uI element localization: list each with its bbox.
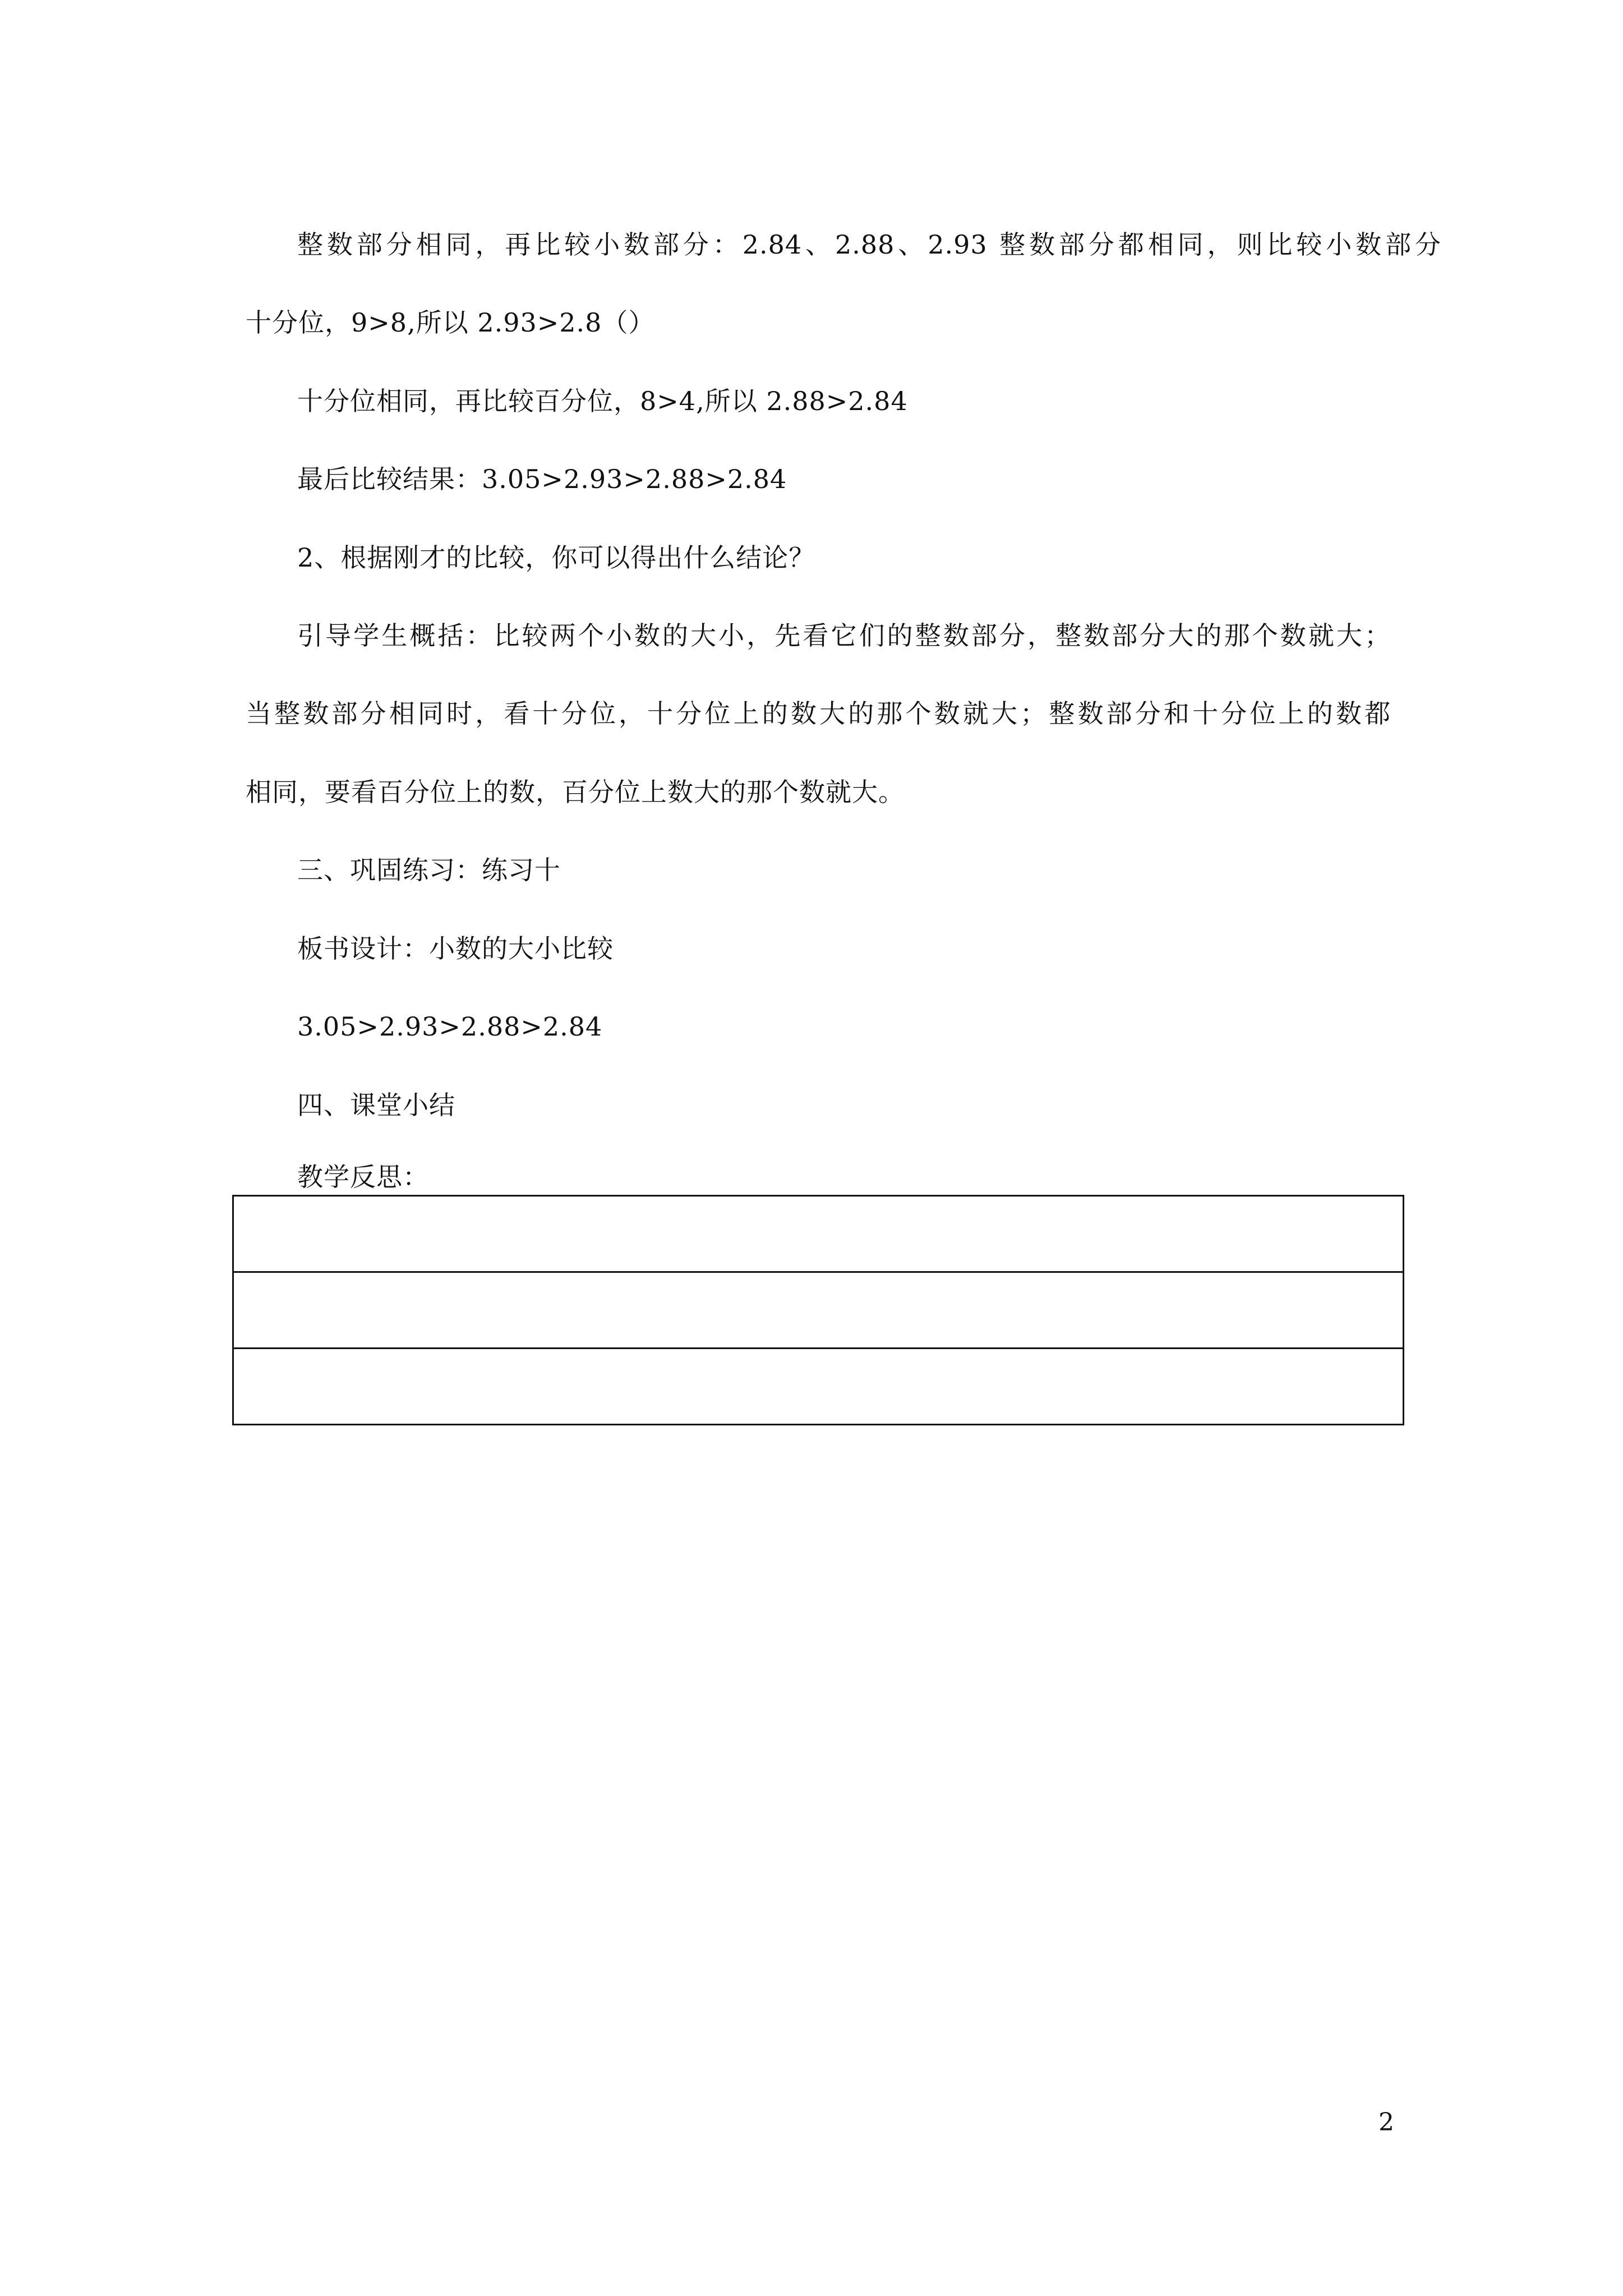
paragraph-line: 最后比较结果：3.05>2.93>2.88>2.84 [297,464,787,494]
paragraph-line: 引导学生概括：比较两个小数的大小，先看它们的整数部分，整数部分大的那个数就大； [297,620,1391,651]
table-row [233,1349,1404,1425]
reflection-table [232,1195,1404,1425]
paragraph-line: 3.05>2.93>2.88>2.84 [297,1011,603,1042]
table-cell [233,1349,1404,1425]
paragraph-line: 当整数部分相同时，看十分位，十分位上的数大的那个数就大；整数部分和十分位上的数都 [246,698,1391,729]
paragraph-line: 十分位，9>8,所以 2.93>2.8（） [246,307,655,338]
table-cell [233,1272,1404,1349]
section-heading: 四、课堂小结 [297,1090,455,1120]
page-number: 2 [1378,2108,1394,2137]
table-row [233,1272,1404,1349]
paragraph-line: 十分位相同，再比较百分位，8>4,所以 2.88>2.84 [297,386,908,416]
paragraph-line: 整数部分相同，再比较小数部分：2.84、2.88、2.93 整数部分都相同，则比较小数部分 [297,229,1441,260]
section-heading: 三、巩固练习：练习十 [297,855,561,885]
table-cell [233,1196,1404,1272]
paragraph-line: 相同，要看百分位上的数，百分位上数大的那个数就大。 [246,777,905,807]
table-row [233,1196,1404,1272]
paragraph-line: 教学反思： [297,1162,429,1192]
paragraph-line: 2、根据刚才的比较，你可以得出什么结论？ [297,542,815,573]
paragraph-line: 板书设计：小数的大小比较 [297,933,614,964]
